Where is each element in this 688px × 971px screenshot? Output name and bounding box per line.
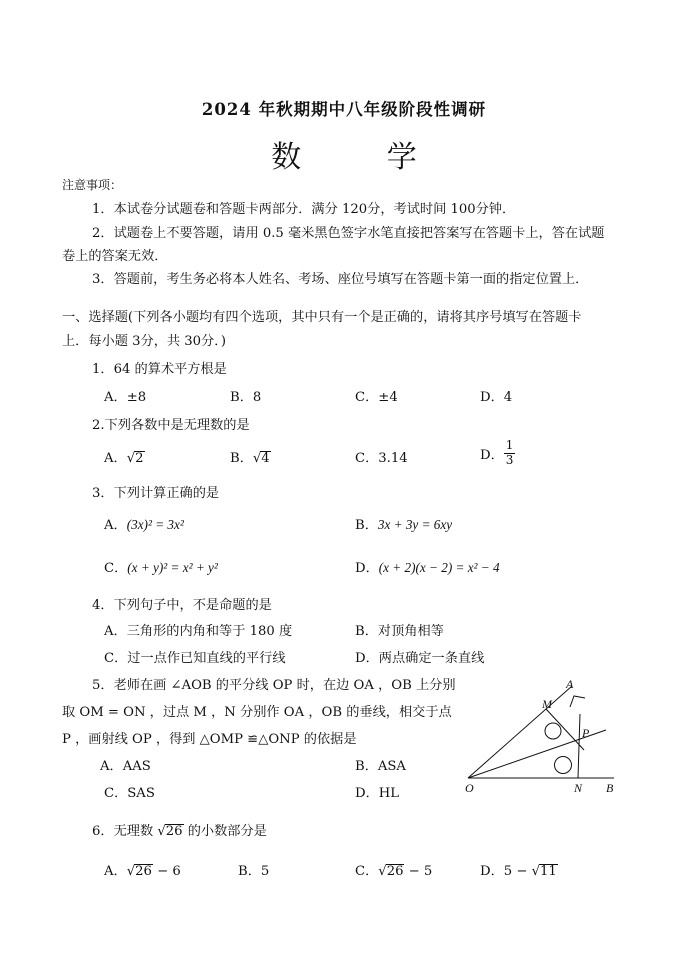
radicand: 26 bbox=[386, 864, 404, 879]
question-2-option-c: C．3.14 bbox=[355, 451, 408, 466]
tangent-circle-lower bbox=[555, 757, 572, 774]
question-5-option-b: B．ASA bbox=[355, 759, 406, 774]
tangent-circle-upper bbox=[545, 723, 561, 739]
option-label: D． bbox=[480, 447, 504, 463]
option-label: D． bbox=[480, 864, 504, 879]
option-label: B． bbox=[355, 518, 378, 533]
math-expression: (x + y)² = x² + y² bbox=[127, 560, 218, 575]
math-expression: 5 − bbox=[503, 864, 532, 879]
label-p: P bbox=[582, 726, 590, 740]
question-3-option-b bbox=[355, 514, 452, 533]
question-3-option-c bbox=[104, 557, 218, 576]
math-expression: 3x + 3y = 6xy bbox=[377, 517, 453, 532]
question-5-stem-line1: 5．老师在画 ∠AOB 的平分线 OP 时，在边 OA ，OB 上分别 bbox=[92, 678, 456, 693]
note-item-3: 3．答题前，考生务必将本人姓名、考场、座位号填写在答题卡第一面的指定位置上． bbox=[92, 272, 589, 287]
option-label: A． bbox=[104, 518, 127, 533]
question-1-option-c: C．±4 bbox=[355, 390, 398, 405]
radicand: 4 bbox=[261, 451, 270, 466]
radicand: 26 bbox=[135, 864, 152, 879]
subject-title: 数 学 bbox=[271, 140, 455, 175]
fraction bbox=[504, 439, 516, 468]
math-expression: (3x)² = 3x² bbox=[126, 517, 184, 532]
question-3-stem: 3．下列计算正确的是 bbox=[92, 486, 220, 501]
label-n: N bbox=[574, 781, 583, 795]
section-heading: 一、选择题(下列各小题均有四个选项，其中只有一个是正确的，请将其序号填写在答题卡 bbox=[62, 310, 582, 325]
question-1-stem: 1．64 的算术平方根是 bbox=[92, 362, 227, 377]
option-label: A． bbox=[104, 451, 127, 466]
label-b: B bbox=[606, 781, 614, 795]
label-o: O bbox=[465, 781, 474, 795]
ray-oa bbox=[468, 686, 572, 778]
radicand: 11 bbox=[540, 864, 557, 879]
label-m: M bbox=[542, 697, 552, 711]
question-5-stem-line3: P ，画射线 OP ，得到 △OMP ≌△ONP 的依据是 bbox=[62, 732, 357, 747]
question-6-option-b: B．5 bbox=[238, 864, 270, 879]
math-expression: − 6 bbox=[152, 864, 181, 879]
radicand: 2 bbox=[135, 451, 144, 466]
exam-title: 2024 年秋期期中八年级阶段性调研 bbox=[201, 100, 487, 119]
angle-bisector-figure bbox=[462, 676, 628, 796]
question-4-option-b: B．对顶角相等 bbox=[355, 624, 444, 639]
stem-text: 的小数部分是 bbox=[183, 824, 267, 839]
question-6-stem: 6．无理数 √26 的小数部分是 bbox=[92, 824, 267, 839]
question-4-option-a: A．三角形的内角和等于 180 度 bbox=[104, 624, 293, 639]
right-angle-mark bbox=[570, 696, 585, 707]
note-item-2-cont: 卷上的答案无效． bbox=[62, 249, 168, 264]
notes-heading: 注意事项： bbox=[62, 178, 123, 192]
question-4-option-d: D．两点确定一条直线 bbox=[355, 651, 485, 666]
question-4-option-c: C．过一点作已知直线的平行线 bbox=[104, 651, 286, 666]
numerator: 1 bbox=[505, 438, 514, 452]
question-3-option-a bbox=[104, 514, 184, 533]
denominator: 3 bbox=[505, 452, 514, 467]
question-2-option-b: B．√4 bbox=[230, 451, 270, 466]
math-expression: − 5 bbox=[404, 864, 433, 879]
radicand: 26 bbox=[165, 824, 183, 839]
question-2-stem: 2.下列各数中是无理数的是 bbox=[92, 418, 250, 433]
option-label: B． bbox=[230, 451, 253, 466]
question-4-stem: 4．下列句子中，不是命题的是 bbox=[92, 598, 272, 613]
math-expression: (x + 2)(x − 2) = x² − 4 bbox=[378, 560, 500, 575]
question-1-option-d: D．4 bbox=[480, 390, 513, 405]
note-item-2: 2．试题卷上不要答题，请用 0.5 毫米黑色签字水笔直接把答案写在答题卡上，答在试题 bbox=[92, 226, 605, 241]
question-1-option-b: B．8 bbox=[230, 390, 262, 405]
option-label: C． bbox=[104, 561, 128, 576]
option-label: C． bbox=[355, 864, 379, 879]
question-5-option-c: C．SAS bbox=[104, 786, 155, 801]
question-2-option-a: A．√2 bbox=[104, 451, 144, 466]
question-1-option-a: A．±8 bbox=[104, 390, 147, 405]
question-5-option-d: D．HL bbox=[355, 786, 400, 801]
question-5-option-a: A．AAS bbox=[100, 759, 151, 774]
question-6-option-a: A．√26 − 6 bbox=[104, 864, 181, 879]
question-3-option-d bbox=[355, 557, 500, 576]
question-6-option-c: C．√26 − 5 bbox=[355, 864, 433, 879]
question-2-option-d bbox=[480, 439, 515, 468]
label-a: A bbox=[566, 677, 574, 691]
section-heading-cont: 上．每小题 3分，共 30分．) bbox=[62, 334, 226, 349]
note-item-1: 1．本试卷分试题卷和答题卡两部分．满分 120分，考试时间 100分钟． bbox=[92, 202, 516, 217]
question-5-stem-line2: 取 OM = ON ，过点 M ，N 分别作 OA ，OB 的垂线，相交于点 bbox=[62, 705, 452, 720]
question-6-option-d: D．5 − √11 bbox=[480, 864, 557, 879]
option-label: A． bbox=[104, 864, 127, 879]
stem-text: 6．无理数 bbox=[92, 824, 158, 839]
option-label: D． bbox=[355, 561, 379, 576]
